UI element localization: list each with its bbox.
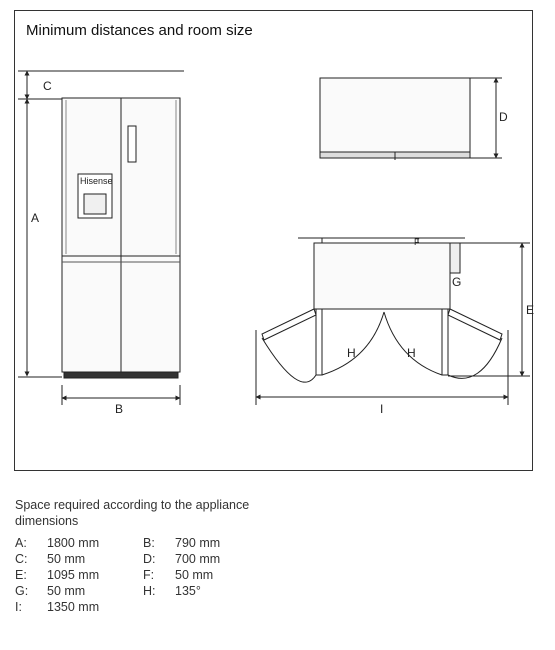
spec-key: E: xyxy=(15,568,27,582)
spec-key: F: xyxy=(143,568,155,582)
spec-value: 1350 mm xyxy=(47,600,100,614)
spec-row xyxy=(15,583,99,599)
front-view-fridge xyxy=(18,71,184,378)
spec-value: 700 mm xyxy=(175,552,221,566)
spec-value: 1095 mm xyxy=(47,568,100,582)
spec-value: 50 mm xyxy=(47,552,86,566)
spec-caption: Space required according to the appliance dimensions xyxy=(15,498,250,528)
spec-row xyxy=(143,583,220,599)
spec-row xyxy=(143,535,220,551)
spec-key: A: xyxy=(15,536,27,550)
label-f: F xyxy=(414,237,420,247)
spec-key: H: xyxy=(143,584,156,598)
label-h-right: H xyxy=(407,346,416,360)
spec-row xyxy=(15,599,99,615)
spec-list-left xyxy=(15,535,99,615)
spec-value: 50 mm xyxy=(47,584,86,598)
spec-value: 790 mm xyxy=(175,536,221,550)
label-a: A xyxy=(31,211,40,225)
spec-list-right xyxy=(143,535,220,599)
spec-key: G: xyxy=(15,584,29,598)
plan-view-fridge xyxy=(256,238,530,405)
spec-row xyxy=(15,567,99,583)
spec-value: 50 mm xyxy=(175,568,214,582)
spec-key: C: xyxy=(15,552,28,566)
diagram-title: Minimum distances and room size xyxy=(26,22,253,39)
label-g: G xyxy=(452,275,462,289)
dispenser-brand-text: Hisense xyxy=(80,176,113,186)
spec-value: 135° xyxy=(175,584,201,598)
spec-row xyxy=(143,567,220,583)
spec-row xyxy=(143,551,220,567)
label-c: C xyxy=(43,79,52,93)
spec-key: I: xyxy=(15,600,22,614)
spec-key: D: xyxy=(143,552,156,566)
label-d: D xyxy=(499,110,508,124)
spec-row xyxy=(15,535,99,551)
spec-key: B: xyxy=(143,536,155,550)
label-i: I xyxy=(380,402,384,416)
label-h-left: H xyxy=(347,346,356,360)
label-b: B xyxy=(115,402,124,416)
spec-value: 1800 mm xyxy=(47,536,100,550)
spec-row xyxy=(15,551,99,567)
top-view-fridge xyxy=(320,78,502,160)
label-e: E xyxy=(526,303,535,317)
